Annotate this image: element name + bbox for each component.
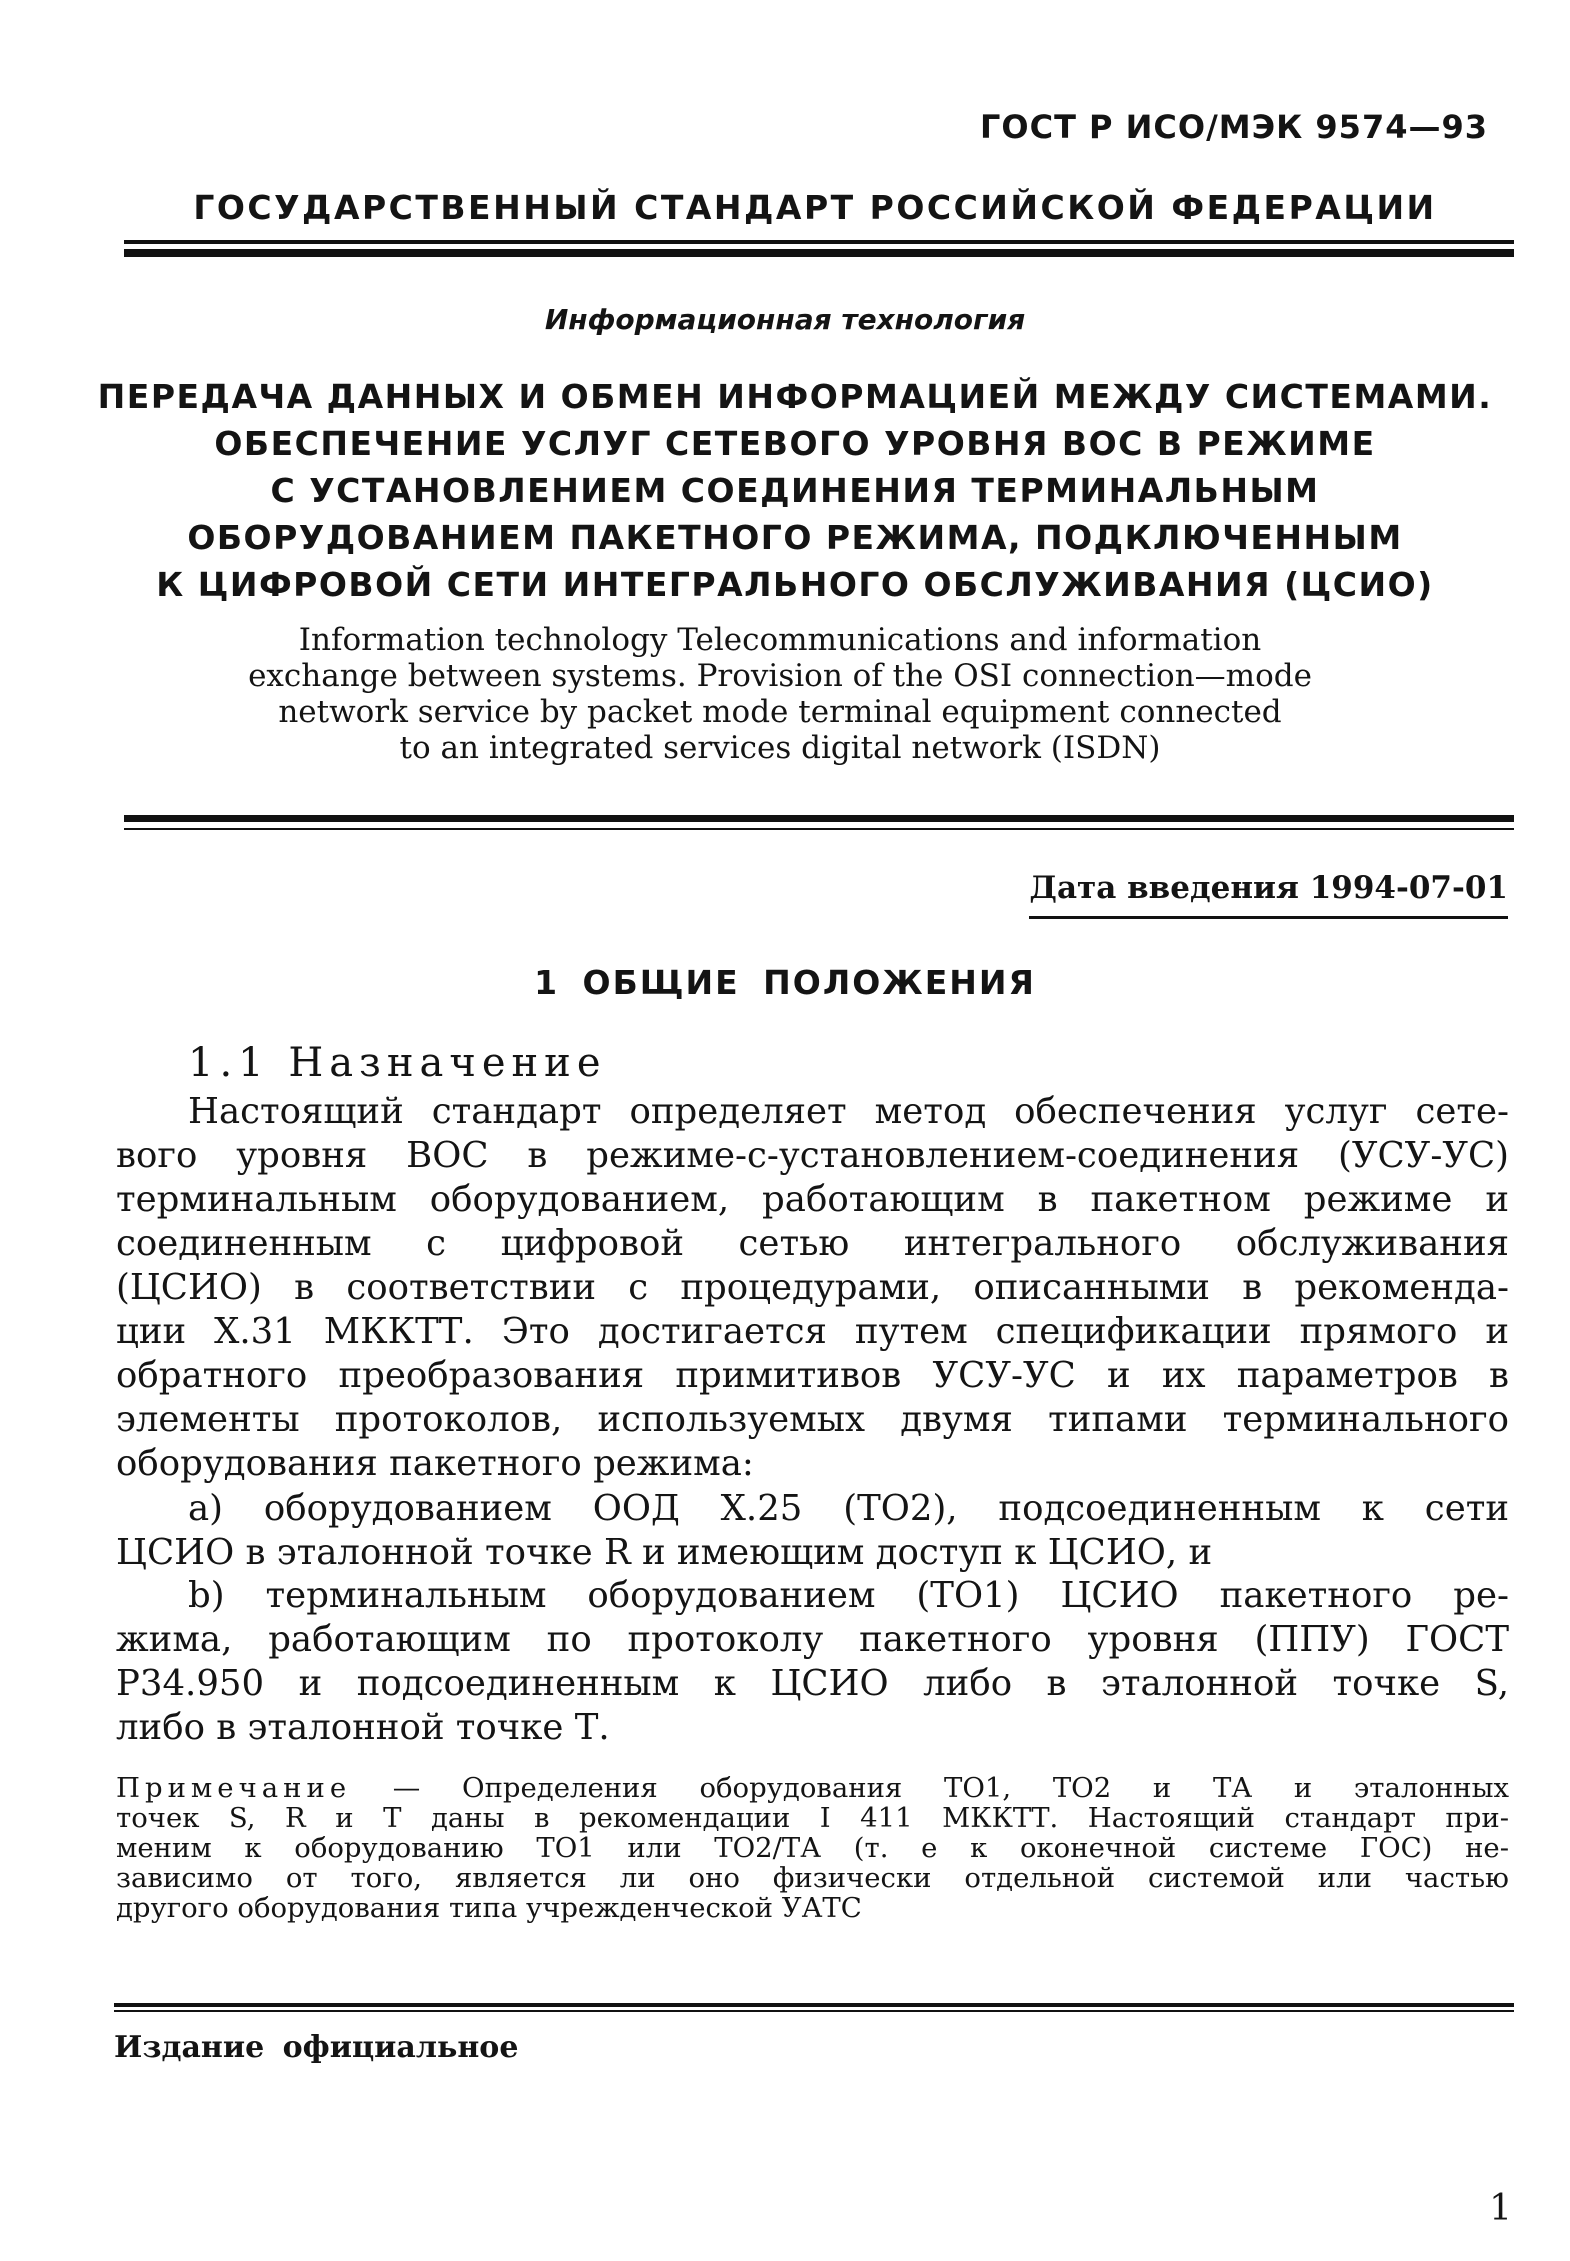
english-title-line: Information technology Telecommunications and information [298, 622, 1262, 658]
note-line: зависимо от того, является ли оно физически отдельной системой или частью [116, 1862, 1509, 1894]
top-divider-thin [124, 240, 1514, 244]
english-title [200, 622, 1360, 766]
note-label: Примечание [116, 1772, 352, 1804]
russian-title-line: К ЦИФРОВОЙ СЕТИ ИНТЕГРАЛЬНОГО ОБСЛУЖИВАНИЯ (ЦСИО) [156, 565, 1434, 604]
section-heading: 1 ОБЩИЕ ПОЛОЖЕНИЯ [534, 963, 1036, 1002]
introduction-date: Дата введения 1994-07-01 [1029, 870, 1508, 919]
russian-title-line: С УСТАНОВЛЕНИЕМ СОЕДИНЕНИЯ ТЕРМИНАЛЬНЫМ [270, 471, 1320, 510]
list-item-line: а) оборудованием ООД Х.25 (ТО2), подсоединенным к сети [188, 1488, 1509, 1529]
list-item-a [116, 1487, 1509, 1575]
list-item-line: ЦСИО в эталонной точке R и имеющим доступ к ЦСИО, и [116, 1532, 1213, 1573]
document-code: ГОСТ Р ИСО/МЭК 9574—93 [979, 108, 1488, 146]
russian-title-line: ОБЕСПЕЧЕНИЕ УСЛУГ СЕТЕВОГО УРОВНЯ ВОС В РЕЖИМЕ [214, 424, 1376, 463]
paragraph-line: ции Х.31 МККТТ. Это достигается путем спецификации прямого и [116, 1311, 1509, 1352]
paragraph-line: оборудования пакетного режима: [116, 1443, 754, 1484]
list-item-line: Р34.950 и подсоединенным к ЦСИО либо в эталонной точке S, [116, 1663, 1509, 1704]
note-line: другого оборудования типа учрежденческой УАТС [116, 1892, 862, 1924]
list-item-b [116, 1574, 1509, 1750]
page-number: 1 [1489, 2188, 1512, 2229]
subsection-heading: 1.1 Назначение [188, 1040, 607, 1086]
purpose-paragraph [116, 1090, 1509, 1486]
paragraph-line: обратного преобразования примитивов УСУ-УС и их параметров в [116, 1355, 1509, 1396]
subject-line: Информационная технология [544, 303, 1026, 336]
russian-title-line: ПЕРЕДАЧА ДАННЫХ И ОБМЕН ИНФОРМАЦИЕЙ МЕЖДУ СИСТЕМАМИ. [97, 377, 1493, 416]
paragraph-line: вого уровня ВОС в режиме-с-установлением-соединения (УСУ-УС) [116, 1135, 1509, 1176]
middle-divider-thin [124, 828, 1514, 830]
russian-title-line: ОБОРУДОВАНИЕМ ПАКЕТНОГО РЕЖИМА, ПОДКЛЮЧЕННЫМ [187, 518, 1403, 557]
russian-title [80, 373, 1510, 608]
note-line: точек S, R и Т даны в рекомендации I 411 МККТТ. Настоящий стандарт при- [116, 1802, 1509, 1834]
top-divider-thick [124, 249, 1514, 257]
bottom-divider-thin [114, 2010, 1514, 2012]
note-text: — Определения оборудования ТО1, ТО2 и ТА и эталонных [351, 1772, 1509, 1804]
english-title-line: exchange between systems. Provision of the OSI connection—mode [248, 658, 1312, 694]
note-line: меним к оборудованию ТО1 или ТО2/ТА (т. е к оконечной системе ГОС) не- [116, 1832, 1509, 1864]
list-item-line: жима, работающим по протоколу пакетного уровня (ППУ) ГОСТ [116, 1619, 1509, 1660]
paragraph-line: Настоящий стандарт определяет метод обеспечения услуг сете- [188, 1091, 1509, 1132]
english-title-line: to an integrated services digital network (ISDN) [399, 730, 1161, 766]
state-standard-heading: ГОСУДАРСТВЕННЫЙ СТАНДАРТ РОССИЙСКОЙ ФЕДЕРАЦИИ [193, 188, 1437, 227]
paragraph-line: терминальным оборудованием, работающим в пакетном режиме и [116, 1179, 1509, 1220]
bottom-divider-thick [114, 2003, 1514, 2007]
middle-divider-thick [124, 815, 1514, 822]
paragraph-line: элементы протоколов, используемых двумя типами терминального [116, 1399, 1509, 1440]
list-item-line: b) терминальным оборудованием (ТО1) ЦСИО пакетного ре- [188, 1575, 1509, 1616]
english-title-line: network service by packet mode terminal equipment connected [278, 694, 1282, 730]
note-first-line [116, 1773, 1509, 1803]
paragraph-line: соединенным с цифровой сетью интегрального обслуживания [116, 1223, 1509, 1264]
note-block [116, 1773, 1509, 1923]
edition-label: Издание официальное [114, 2030, 519, 2065]
paragraph-line: (ЦСИО) в соответствии с процедурами, описанными в рекоменда- [116, 1267, 1509, 1308]
list-item-line: либо в эталонной точке Т. [116, 1707, 610, 1748]
